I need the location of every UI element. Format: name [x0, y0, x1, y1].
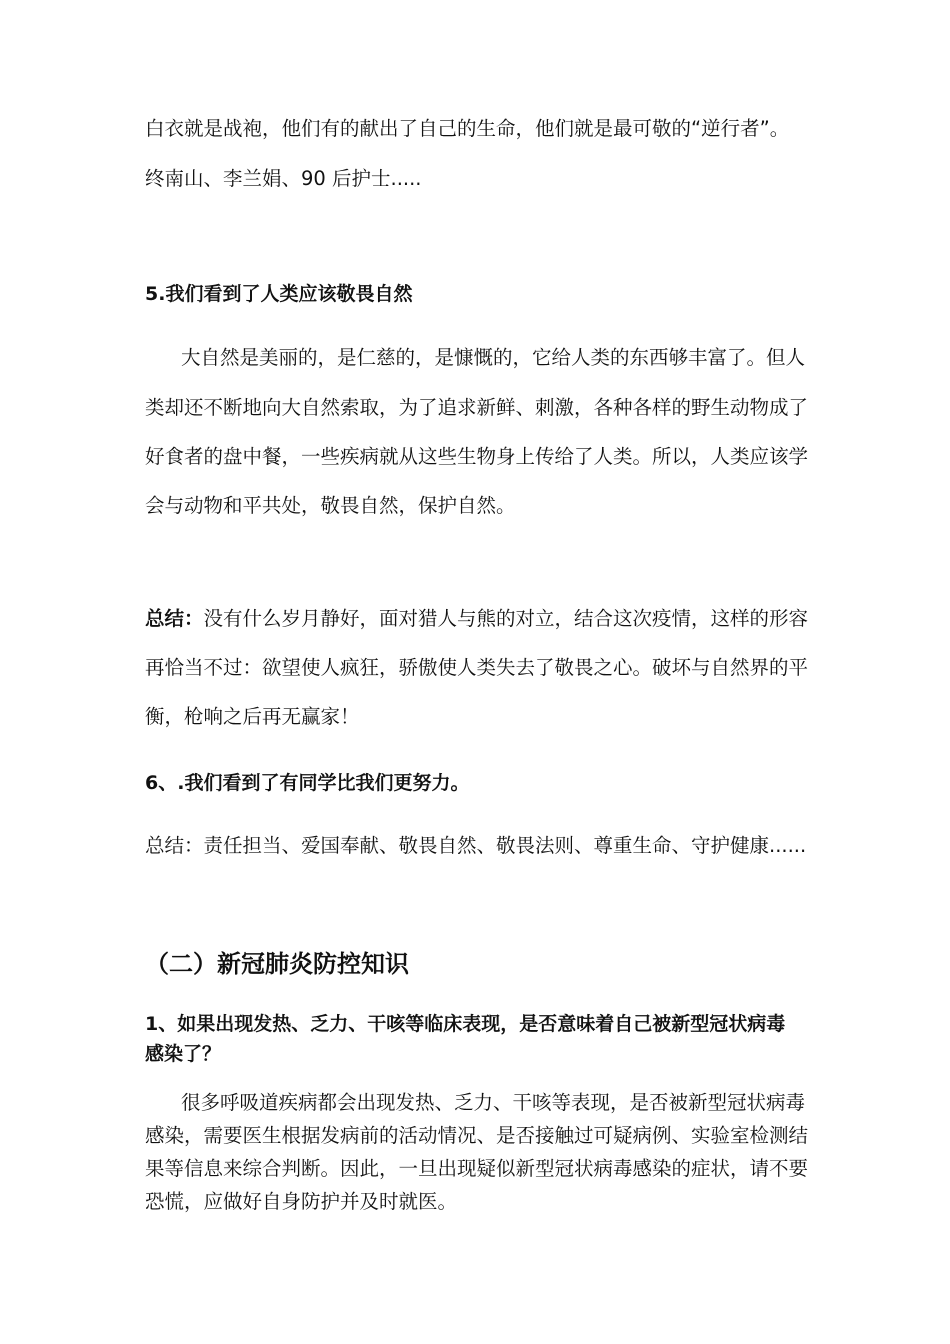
paragraph-line: 再恰当不过：欲望使人疯狂，骄傲使人类失去了敬畏之心。破坏与自然界的平 — [145, 656, 809, 679]
paragraph-line: 好食者的盘中餐，一些疾病就从这些生物身上传给了人类。所以，人类应该学 — [145, 445, 809, 468]
summary-text: 没有什么岁月静好，面对猎人与熊的对立，结合这次疫情，这样的形容 — [203, 607, 809, 630]
summary-line — [145, 607, 808, 631]
question-heading: 感染了？ — [145, 1043, 222, 1065]
paragraph-line: 恐慌，应做好自身防护并及时就医。 — [145, 1190, 458, 1213]
section-heading-5: 5.我们看到了人类应该敬畏自然 — [145, 283, 413, 305]
summary-line: 总结：责任担当、爱国奉献、敬畏自然、敬畏法则、尊重生命、守护健康...... — [145, 834, 807, 857]
paragraph-line: 终南山、李兰娟、90 后护士..... — [145, 167, 422, 190]
paragraph-line: 果等信息来综合判断。因此，一旦出现疑似新型冠状病毒感染的症状，请不要 — [145, 1157, 809, 1180]
paragraph-line: 会与动物和平共处，敬畏自然，保护自然。 — [145, 494, 516, 517]
paragraph-line: 衡，枪响之后再无赢家！ — [145, 705, 360, 728]
paragraph-line: 感染，需要医生根据发病前的活动情况、是否接触过可疑病例、实验室检测结 — [145, 1124, 809, 1147]
paragraph-line: 类却还不断地向大自然索取，为了追求新鲜、刺激，各种各样的野生动物成了 — [145, 396, 809, 419]
paragraph-line: 很多呼吸道疾病都会出现发热、乏力、干咳等表现，是否被新型冠状病毒 — [181, 1091, 806, 1114]
chapter-heading: （二）新冠肺炎防控知识 — [145, 950, 409, 978]
summary-label: 总结： — [145, 607, 204, 630]
paragraph-line: 大自然是美丽的，是仁慈的，是慷慨的，它给人类的东西够丰富了。但人 — [181, 346, 806, 369]
section-heading-6: 6、.我们看到了有同学比我们更努力。 — [145, 772, 470, 794]
question-heading: 1、如果出现发热、乏力、干咳等临床表现，是否意味着自己被新型冠状病毒 — [145, 1013, 786, 1035]
paragraph-line: 白衣就是战袍，他们有的献出了自己的生命，他们就是最可敬的“逆行者”。 — [145, 117, 790, 140]
